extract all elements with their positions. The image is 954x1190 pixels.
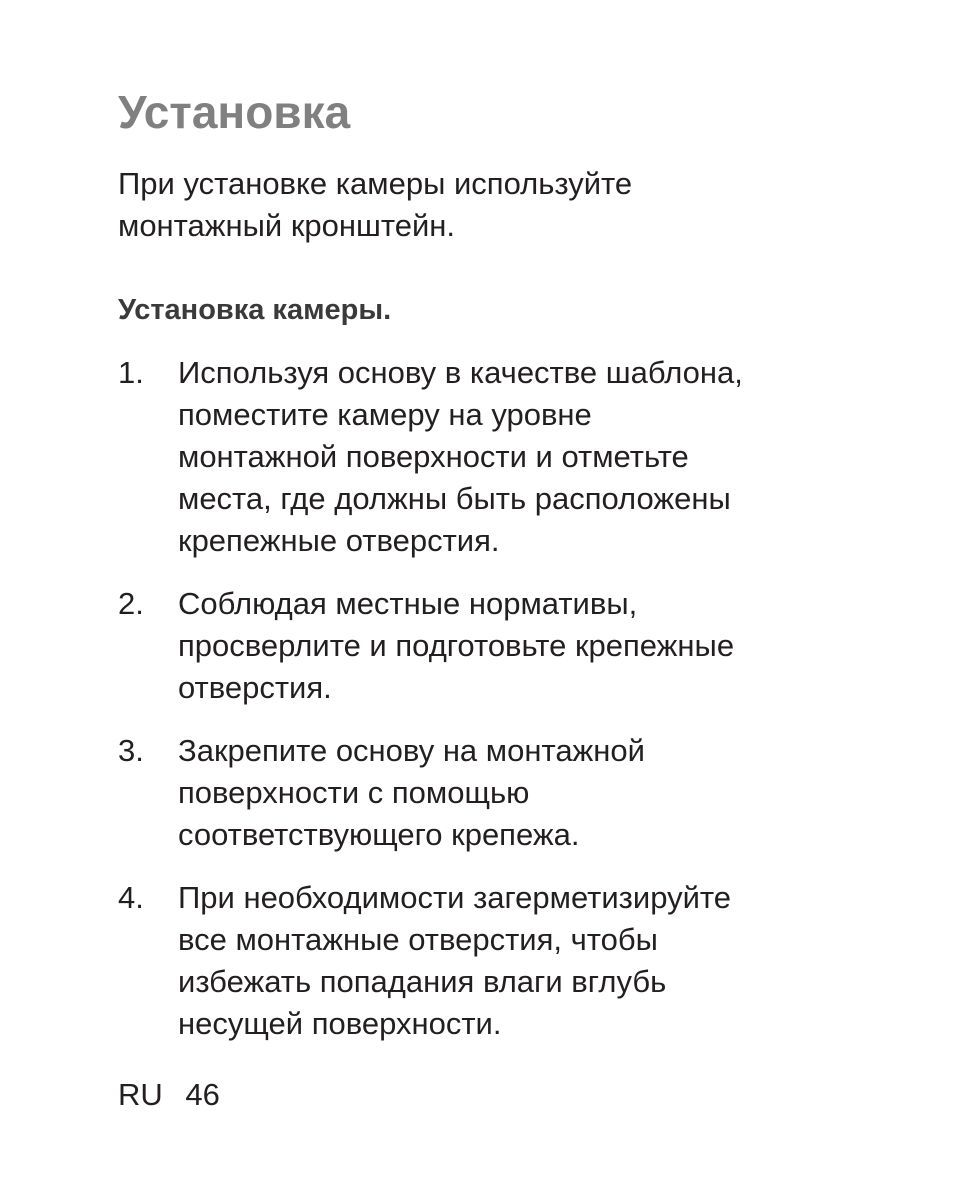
- step-text-line: поместите камеру на уровне: [178, 397, 592, 432]
- step-text-line: соответствующего крепежа.: [178, 817, 580, 852]
- step-text-line: места, где должны быть расположены: [178, 481, 731, 516]
- installation-steps-list: [118, 352, 818, 1066]
- step-text-line: крепежные отверстия.: [178, 523, 500, 558]
- step-item-4: [118, 877, 818, 1045]
- page-footer: [118, 1075, 220, 1115]
- step-text-line: При необходимости загерметизируйте: [178, 880, 732, 915]
- step-text-line: монтажной поверхности и отметьте: [178, 439, 689, 474]
- intro-line: монтажный кронштейн.: [118, 208, 456, 243]
- step-text-line: все монтажные отверстия, чтобы: [178, 922, 658, 957]
- step-text-line: несущей поверхности.: [178, 1006, 502, 1041]
- step-text-line: отверстия.: [178, 670, 332, 705]
- step-text-line: просверлите и подготовьте крепежные: [178, 628, 735, 663]
- step-text-line: Используя основу в качестве шаблона,: [178, 355, 743, 390]
- intro-line: При установке камеры используйте: [118, 166, 633, 201]
- step-text-line: Закрепите основу на монтажной: [178, 733, 645, 768]
- page-title: Установка: [118, 86, 351, 138]
- step-text-line: избежать попадания влаги вглубь: [178, 964, 667, 999]
- step-item-2: [118, 583, 818, 709]
- page-number: 46: [185, 1077, 220, 1112]
- language-code: RU: [118, 1077, 163, 1112]
- section-subheading: Установка камеры.: [118, 294, 392, 326]
- intro-paragraph: [118, 163, 632, 247]
- step-number: 2.: [118, 586, 144, 621]
- step-item-3: [118, 730, 818, 856]
- step-number: 1.: [118, 355, 144, 390]
- step-number: 4.: [118, 880, 144, 915]
- step-text-line: Соблюдая местные нормативы,: [178, 586, 638, 621]
- step-text-line: поверхности с помощью: [178, 775, 530, 810]
- step-number: 3.: [118, 733, 144, 768]
- step-item-1: [118, 352, 818, 562]
